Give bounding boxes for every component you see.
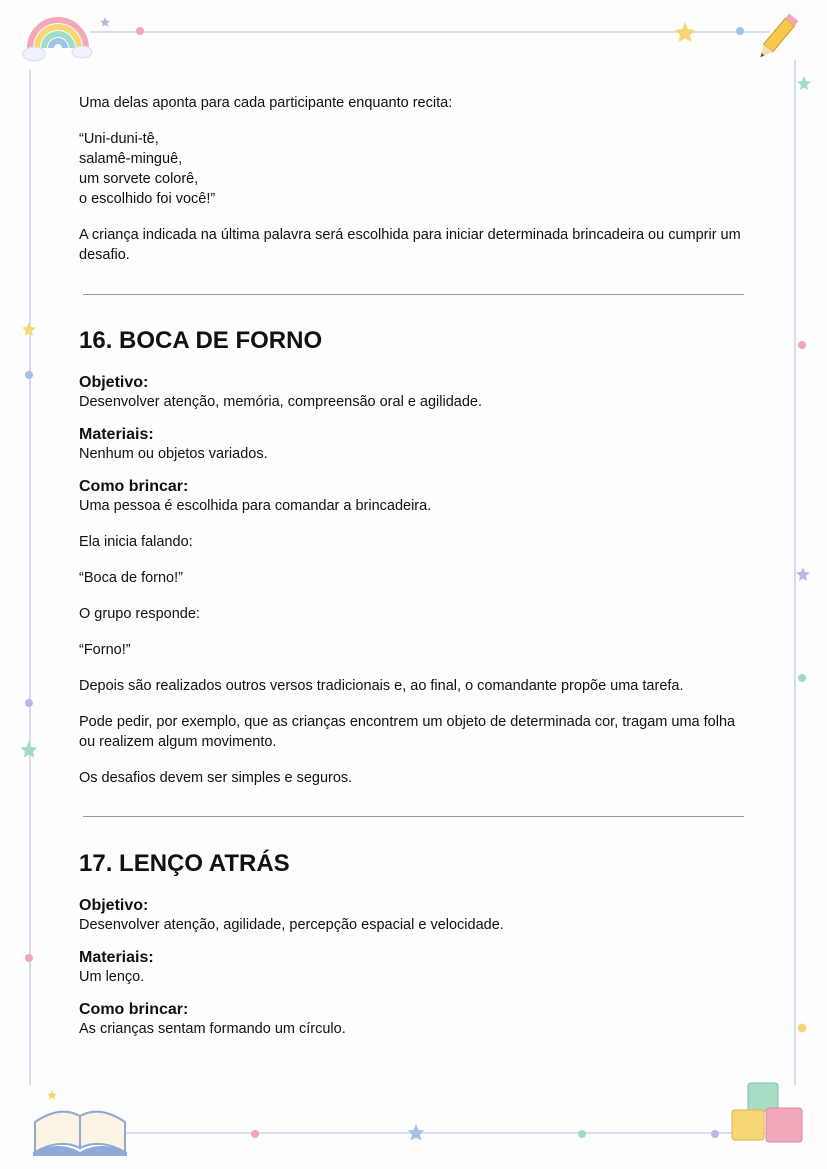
paragraph: “Boca de forno!”: [79, 570, 183, 586]
how-to-play-text: As crianças sentam formando um círculo.: [79, 1021, 346, 1037]
section-16-objective: [79, 374, 744, 412]
objective-label: Objetivo:: [79, 897, 149, 914]
section-divider: [83, 294, 744, 295]
page-content: [79, 93, 744, 1053]
section-divider: [83, 816, 744, 817]
objective-text: Desenvolver atenção, memória, compreensão oral e agilidade.: [79, 394, 482, 410]
paragraph: “Forno!”: [79, 642, 131, 658]
rhyme-line: um sorvete colorê,: [79, 171, 199, 187]
rhyme-verse: [79, 129, 744, 209]
paragraph: Os desafios devem ser simples e seguros.: [79, 770, 353, 786]
section-17-title: 17. LENÇO ATRÁS: [79, 850, 290, 877]
pencil-icon: [756, 14, 799, 62]
intro-lead: Uma delas aponta para cada participante enquanto recita:: [79, 95, 453, 111]
paragraph: Depois são realizados outros versos tradicionais e, ao final, o comandante propõe uma tarefa.: [79, 678, 684, 694]
how-to-play-label: Como brincar:: [79, 1001, 189, 1018]
paragraph: Pode pedir, por exemplo, que as crianças encontrem um objeto de determinada cor, tragam uma folha ou realizem algum movimento.: [79, 714, 736, 750]
materials-label: Materiais:: [79, 426, 154, 443]
how-to-play-label: Como brincar:: [79, 478, 189, 495]
objective-label: Objetivo:: [79, 374, 149, 391]
section-17-materials: [79, 949, 744, 987]
intro-closing: A criança indicada na última palavra será escolhida para iniciar determinada brincadeira ou cumprir um desafio.: [79, 227, 741, 263]
rhyme-line: “Uni-duni-tê,: [79, 131, 159, 147]
rhyme-line: salamê-minguê,: [79, 151, 183, 167]
section-17-how-to-play: [79, 1001, 744, 1039]
rainbow-icon: [23, 20, 92, 61]
materials-label: Materiais:: [79, 949, 154, 966]
section-17-objective: [79, 897, 744, 935]
paragraph: O grupo responde:: [79, 606, 200, 622]
paragraph: Ela inicia falando:: [79, 534, 193, 550]
objective-text: Desenvolver atenção, agilidade, percepção espacial e velocidade.: [79, 917, 504, 933]
section-16-title: 16. BOCA DE FORNO: [79, 327, 323, 354]
open-book-icon: [33, 1112, 127, 1156]
section-16-how-to-play: [79, 478, 744, 516]
materials-text: Nenhum ou objetos variados.: [79, 446, 268, 462]
materials-text: Um lenço.: [79, 969, 145, 985]
toy-blocks-icon: [732, 1083, 802, 1142]
section-16-materials: [79, 426, 744, 464]
rhyme-line: o escolhido foi você!”: [79, 191, 216, 207]
how-to-play-text: Uma pessoa é escolhida para comandar a brincadeira.: [79, 498, 432, 514]
